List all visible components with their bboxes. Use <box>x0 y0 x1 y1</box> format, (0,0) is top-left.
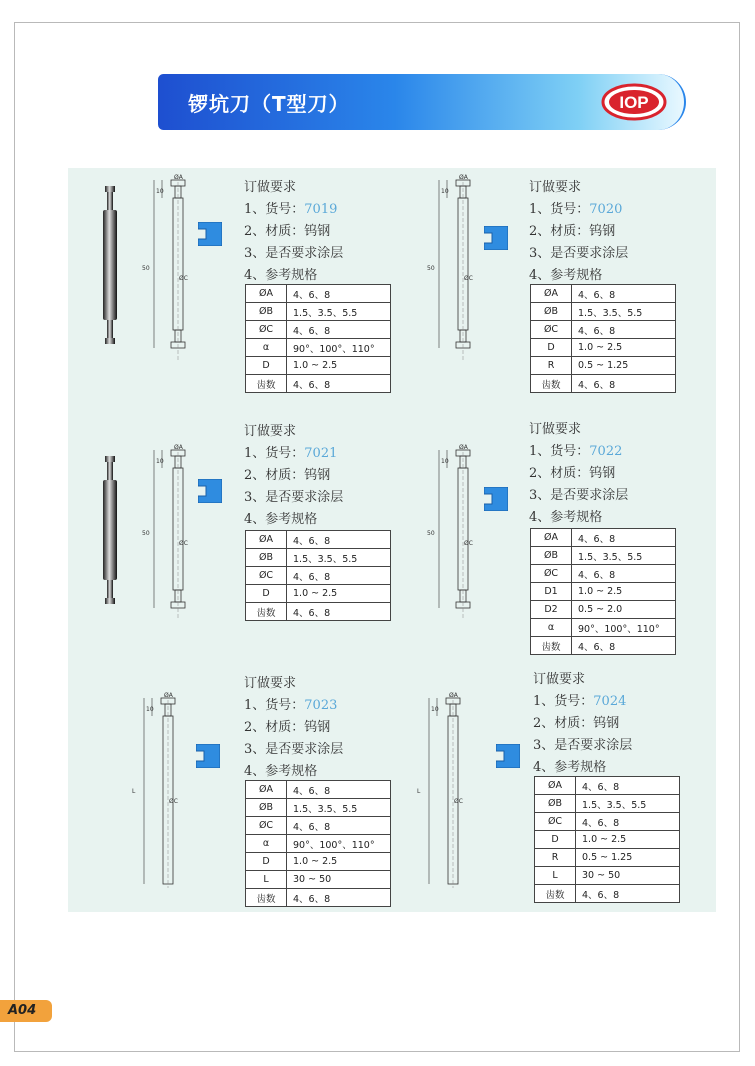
req-title-7023: 订做要求 <box>244 676 297 691</box>
spec-row <box>535 849 680 867</box>
spec-row <box>246 817 391 835</box>
spec-value: 30 ~ 50 <box>287 871 391 889</box>
spec-table-7021 <box>245 530 391 621</box>
spec-table-7019 <box>245 284 391 393</box>
req-material-7023: 2、材质：钨钢 <box>244 720 331 735</box>
spec-value: 4、6、8 <box>287 375 391 393</box>
tool-drawing-7023 <box>130 690 200 890</box>
req-code-7024 <box>533 690 626 709</box>
req-code-7022 <box>529 440 622 459</box>
req-material-7024: 2、材质：钨钢 <box>533 716 620 731</box>
req-title-7021: 订做要求 <box>244 424 297 439</box>
spec-row <box>246 549 391 567</box>
spec-row <box>531 619 676 637</box>
spec-value: 4、6、8 <box>576 885 680 903</box>
spec-key: ØB <box>246 799 287 817</box>
spec-value: 1.0 ~ 2.5 <box>287 357 391 375</box>
spec-value: 1.5、3.5、5.5 <box>576 795 680 813</box>
dimension-label: ØC <box>169 798 178 805</box>
dimension-label: 50 <box>142 530 150 537</box>
dimension-label: 10 <box>156 188 164 195</box>
spec-key: ØB <box>531 303 572 321</box>
spec-key: D <box>246 853 287 871</box>
req-spec-title-7020: 4、参考规格 <box>529 268 603 283</box>
spec-key: 齿数 <box>246 375 287 393</box>
spec-row <box>246 799 391 817</box>
spec-key: ØA <box>246 285 287 303</box>
spec-row <box>246 781 391 799</box>
spec-row <box>246 835 391 853</box>
tool-photo-7021 <box>100 456 120 626</box>
req-spec-title-7021: 4、参考规格 <box>244 512 318 527</box>
spec-key: ØC <box>531 565 572 583</box>
spec-row <box>531 321 676 339</box>
spec-value: 1.0 ~ 2.5 <box>572 339 676 357</box>
spec-value: 4、6、8 <box>287 817 391 835</box>
spec-key: 齿数 <box>246 603 287 621</box>
spec-row <box>531 375 676 393</box>
spec-value: 1.5、3.5、5.5 <box>287 303 391 321</box>
spec-value: 0.5 ~ 1.25 <box>576 849 680 867</box>
spec-row <box>246 321 391 339</box>
spec-row <box>531 285 676 303</box>
spec-key: ØC <box>531 321 572 339</box>
req-code-label: 1、货号： <box>529 202 590 217</box>
spec-value: 4、6、8 <box>572 565 676 583</box>
spec-value: 1.5、3.5、5.5 <box>287 799 391 817</box>
spec-value: 0.5 ~ 1.25 <box>572 357 676 375</box>
spec-row <box>246 585 391 603</box>
req-spec-title-7022: 4、参考规格 <box>529 510 603 525</box>
req-spec-title-7023: 4、参考规格 <box>244 764 318 779</box>
dimension-label: 10 <box>441 458 449 465</box>
spec-value: 4、6、8 <box>287 531 391 549</box>
spec-key: α <box>246 835 287 853</box>
req-code-label: 1、货号： <box>529 444 590 459</box>
spec-value: 4、6、8 <box>287 321 391 339</box>
req-code-7021 <box>244 442 337 461</box>
spec-key: ØB <box>535 795 576 813</box>
spec-row <box>531 303 676 321</box>
spec-value: 4、6、8 <box>572 285 676 303</box>
req-material-7019: 2、材质：钨钢 <box>244 224 331 239</box>
dimension-label: 50 <box>427 265 435 272</box>
dimension-label: ØA <box>449 692 458 699</box>
product-code: 7020 <box>589 202 623 217</box>
tool-drawing-7024 <box>415 690 485 890</box>
dimension-label: ØA <box>459 174 468 181</box>
spec-value: 1.5、3.5、5.5 <box>572 303 676 321</box>
spec-key: D <box>535 831 576 849</box>
spec-key: D <box>246 585 287 603</box>
spec-row <box>531 529 676 547</box>
spec-row <box>246 303 391 321</box>
spec-row <box>246 889 391 907</box>
spec-row <box>535 777 680 795</box>
dimension-label: 10 <box>441 188 449 195</box>
spec-value: 90°、100°、110° <box>287 339 391 357</box>
spec-table-7023 <box>245 780 391 907</box>
spec-row <box>246 375 391 393</box>
spec-key: D <box>531 339 572 357</box>
spec-key: ØA <box>246 781 287 799</box>
spec-table-7020 <box>530 284 676 393</box>
req-material-7020: 2、材质：钨钢 <box>529 224 616 239</box>
spec-key: L <box>246 871 287 889</box>
req-coating-7019: 3、是否要求涂层 <box>244 246 344 261</box>
req-material-7022: 2、材质：钨钢 <box>529 466 616 481</box>
profile-shape-icon <box>496 744 520 768</box>
spec-key: ØA <box>246 531 287 549</box>
spec-key: ØB <box>246 303 287 321</box>
spec-table-7024 <box>534 776 680 903</box>
req-coating-7022: 3、是否要求涂层 <box>529 488 629 503</box>
dimension-label: ØC <box>464 540 473 547</box>
spec-value: 1.5、3.5、5.5 <box>287 549 391 567</box>
spec-key: ØC <box>535 813 576 831</box>
spec-value: 4、6、8 <box>572 375 676 393</box>
spec-key: R <box>531 357 572 375</box>
spec-key: D1 <box>531 583 572 601</box>
spec-row <box>535 813 680 831</box>
req-title-7024: 订做要求 <box>533 672 586 687</box>
spec-row <box>535 831 680 849</box>
spec-row <box>535 867 680 885</box>
req-code-label: 1、货号： <box>244 698 305 713</box>
spec-value: 4、6、8 <box>287 285 391 303</box>
product-code: 7021 <box>304 446 338 461</box>
dimension-label: L <box>417 788 421 795</box>
product-code: 7024 <box>593 694 627 709</box>
spec-key: R <box>535 849 576 867</box>
dimension-label: 10 <box>431 706 439 713</box>
spec-value: 4、6、8 <box>287 889 391 907</box>
dimension-label: ØA <box>174 174 183 181</box>
req-code-7019 <box>244 198 337 217</box>
dimension-label: 10 <box>146 706 154 713</box>
spec-key: 齿数 <box>531 637 572 655</box>
spec-value: 1.0 ~ 2.5 <box>287 585 391 603</box>
spec-row <box>246 531 391 549</box>
req-coating-7024: 3、是否要求涂层 <box>533 738 633 753</box>
req-title-7020: 订做要求 <box>529 180 582 195</box>
spec-key: α <box>246 339 287 357</box>
spec-row <box>531 357 676 375</box>
spec-key: ØA <box>531 285 572 303</box>
dimension-label: 50 <box>142 265 150 272</box>
spec-value: 4、6、8 <box>572 321 676 339</box>
spec-value: 4、6、8 <box>287 567 391 585</box>
page-title: 锣坑刀（T型刀） <box>188 92 350 116</box>
product-code: 7019 <box>304 202 338 217</box>
spec-row <box>246 603 391 621</box>
spec-row <box>246 357 391 375</box>
product-code: 7023 <box>304 698 338 713</box>
logo-text: IOP <box>619 93 649 112</box>
req-code-7023 <box>244 694 337 713</box>
req-coating-7021: 3、是否要求涂层 <box>244 490 344 505</box>
spec-row <box>246 339 391 357</box>
spec-row <box>531 583 676 601</box>
spec-key: ØA <box>531 529 572 547</box>
spec-key: ØC <box>246 817 287 835</box>
dimension-label: ØA <box>164 692 173 699</box>
req-code-label: 1、货号： <box>533 694 594 709</box>
tool-drawing-7022 <box>425 442 495 622</box>
spec-key: ØB <box>531 547 572 565</box>
req-code-label: 1、货号： <box>244 202 305 217</box>
spec-value: 1.5、3.5、5.5 <box>572 547 676 565</box>
req-spec-title-7019: 4、参考规格 <box>244 268 318 283</box>
spec-key: ØB <box>246 549 287 567</box>
spec-key: α <box>531 619 572 637</box>
spec-key: D2 <box>531 601 572 619</box>
tool-drawing-7021 <box>140 442 210 622</box>
spec-value: 0.5 ~ 2.0 <box>572 601 676 619</box>
spec-key: 齿数 <box>531 375 572 393</box>
spec-value: 90°、100°、110° <box>287 835 391 853</box>
req-code-label: 1、货号： <box>244 446 305 461</box>
spec-key: 齿数 <box>535 885 576 903</box>
spec-row <box>246 567 391 585</box>
spec-key: ØA <box>535 777 576 795</box>
spec-row <box>531 547 676 565</box>
spec-row <box>246 853 391 871</box>
spec-key: L <box>535 867 576 885</box>
req-coating-7023: 3、是否要求涂层 <box>244 742 344 757</box>
spec-table-7022 <box>530 528 676 655</box>
spec-row <box>531 565 676 583</box>
dimension-label: ØA <box>174 444 183 451</box>
spec-value: 4、6、8 <box>287 781 391 799</box>
req-code-7020 <box>529 198 622 217</box>
dimension-label: ØC <box>179 540 188 547</box>
dimension-label: ØA <box>459 444 468 451</box>
spec-value: 4、6、8 <box>576 777 680 795</box>
dimension-label: ØC <box>454 798 463 805</box>
page-number: A04 <box>0 1000 52 1022</box>
tool-photo-7019 <box>100 186 120 366</box>
spec-key: ØC <box>246 567 287 585</box>
spec-row <box>531 339 676 357</box>
product-code: 7022 <box>589 444 623 459</box>
spec-key: 齿数 <box>246 889 287 907</box>
req-title-7019: 订做要求 <box>244 180 297 195</box>
brand-logo <box>600 82 668 122</box>
spec-row <box>531 637 676 655</box>
req-spec-title-7024: 4、参考规格 <box>533 760 607 775</box>
spec-value: 1.0 ~ 2.5 <box>572 583 676 601</box>
tool-drawing-7020 <box>425 172 495 362</box>
spec-key: D <box>246 357 287 375</box>
spec-value: 1.0 ~ 2.5 <box>287 853 391 871</box>
spec-row <box>535 795 680 813</box>
spec-value: 4、6、8 <box>572 529 676 547</box>
tool-drawing-7019 <box>140 172 210 362</box>
dimension-label: 10 <box>156 458 164 465</box>
dimension-label: L <box>132 788 136 795</box>
spec-value: 4、6、8 <box>572 637 676 655</box>
req-title-7022: 订做要求 <box>529 422 582 437</box>
spec-row <box>535 885 680 903</box>
req-material-7021: 2、材质：钨钢 <box>244 468 331 483</box>
spec-value: 1.0 ~ 2.5 <box>576 831 680 849</box>
req-coating-7020: 3、是否要求涂层 <box>529 246 629 261</box>
spec-value: 90°、100°、110° <box>572 619 676 637</box>
dimension-label: 50 <box>427 530 435 537</box>
spec-row <box>531 601 676 619</box>
dimension-label: ØC <box>464 275 473 282</box>
dimension-label: ØC <box>179 275 188 282</box>
spec-value: 30 ~ 50 <box>576 867 680 885</box>
spec-key: ØC <box>246 321 287 339</box>
spec-row <box>246 871 391 889</box>
spec-value: 4、6、8 <box>287 603 391 621</box>
spec-row <box>246 285 391 303</box>
spec-value: 4、6、8 <box>576 813 680 831</box>
